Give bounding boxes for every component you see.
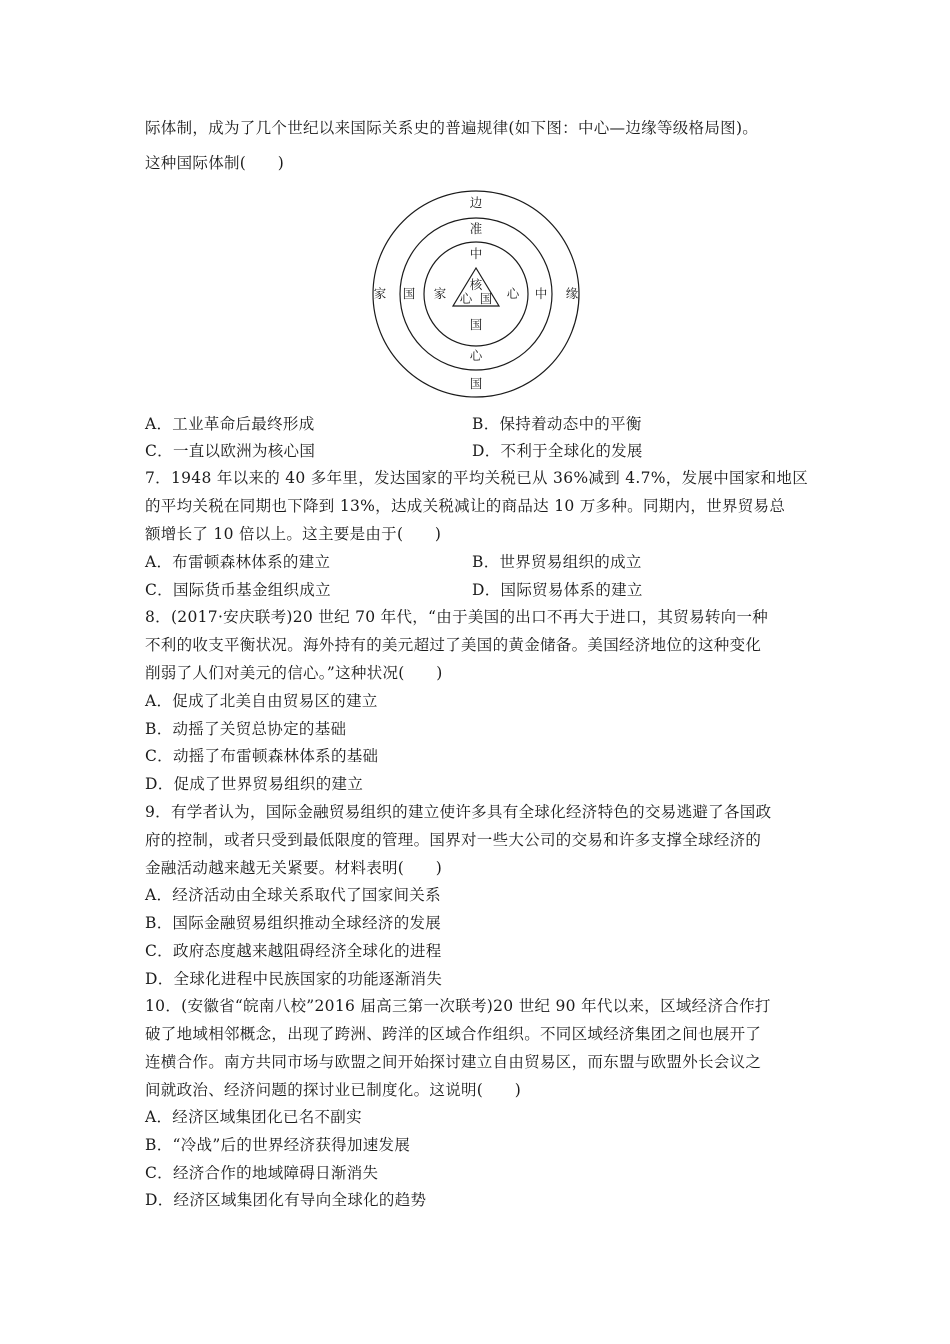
question-stem: 这种国际体制( ) — [145, 154, 285, 172]
center-periphery-diagram — [364, 188, 588, 400]
label-middle-top: 准 — [469, 221, 483, 236]
label-middle-right: 中 — [534, 286, 548, 301]
label-core-2: 心 — [459, 291, 473, 306]
label-core-3: 国 — [479, 291, 493, 306]
label-inner-top: 中 — [469, 246, 483, 261]
label-outer-right: 缘 — [565, 286, 579, 301]
concentric-circles-figure — [364, 188, 588, 400]
q6-option-d: D．不利于全球化的发展 — [472, 442, 643, 460]
label-outer-left: 家 — [373, 286, 387, 301]
label-outer-top: 边 — [469, 195, 483, 210]
q9-option-d: D．全球化进程中民族国家的功能逐渐消失 — [145, 970, 443, 988]
q8-option-a: A．促成了北美自由贸易区的建立 — [145, 692, 378, 710]
q6-option-c: C．一直以欧洲为核心国 — [145, 442, 316, 460]
label-inner-bottom: 国 — [469, 317, 483, 332]
label-core-1: 核 — [469, 277, 483, 292]
q6-option-b: B．保持着动态中的平衡 — [472, 415, 642, 433]
q10-option-a: A．经济区域集团化已名不副实 — [145, 1108, 362, 1126]
q9-option-a: A．经济活动由全球关系取代了国家间关系 — [145, 886, 441, 904]
q7-line-2: 的平均关税在同期也下降到 13%，达成关税减让的商品达 10 万多种。同期内，世界贸易总 — [145, 497, 786, 515]
label-outer-bottom: 国 — [469, 376, 483, 391]
q10-option-d: D．经济区域集团化有导向全球化的趋势 — [145, 1191, 427, 1209]
q8-line-2: 不利的收支平衡状况。海外持有的美元超过了美国的黄金储备。美国经济地位的这种变化 — [145, 636, 762, 654]
q7-option-b: B．世界贸易组织的成立 — [472, 553, 642, 571]
intro-line-1: 际体制，成为了几个世纪以来国际关系史的普遍规律(如下图：中心—边缘等级格局图)。 — [145, 119, 759, 137]
q9-line-3: 金融活动越来越无关紧要。材料表明( ) — [145, 859, 443, 877]
q7-line-1: 7．1948 年以来的 40 多年里，发达国家的平均关税已从 36%减到 4.7%，发展中国家和地区 — [145, 469, 808, 487]
q7-option-a: A．布雷顿森林体系的建立 — [145, 553, 331, 571]
q10-option-c: C．经济合作的地域障碍日渐消失 — [145, 1164, 379, 1182]
label-middle-bottom: 心 — [469, 348, 483, 363]
q8-line-3: 削弱了人们对美元的信心。”这种状况( ) — [145, 664, 443, 682]
q8-option-c: C．动摇了布雷顿森林体系的基础 — [145, 747, 379, 765]
q7-option-d: D．国际贸易体系的建立 — [472, 581, 643, 599]
q8-line-1: 8．(2017·安庆联考)20 世纪 70 年代，“由于美国的出口不再大于进口，其贸易转向一种 — [145, 608, 769, 626]
q9-option-b: B．国际金融贸易组织推动全球经济的发展 — [145, 914, 442, 932]
q10-line-2: 破了地域相邻概念，出现了跨洲、跨洋的区域合作组织。不同区域经济集团之间也展开了 — [145, 1025, 762, 1043]
label-inner-right: 心 — [506, 286, 520, 301]
q10-line-3: 连横合作。南方共同市场与欧盟之间开始探讨建立自由贸易区，而东盟与欧盟外长会议之 — [145, 1053, 762, 1071]
q8-option-b: B．动摇了关贸总协定的基础 — [145, 720, 347, 738]
q8-option-d: D．促成了世界贸易组织的建立 — [145, 775, 364, 793]
label-inner-left: 家 — [433, 286, 447, 301]
q9-line-2: 府的控制，或者只受到最低限度的管理。国界对一些大公司的交易和许多支撑全球经济的 — [145, 831, 762, 849]
q9-line-1: 9．有学者认为，国际金融贸易组织的建立使许多具有全球化经济特色的交易逃避了各国政 — [145, 803, 772, 821]
q10-line-1: 10．(安徽省“皖南八校”2016 届高三第一次联考)20 世纪 90 年代以来，区域经济合作打 — [145, 997, 771, 1015]
q10-option-b: B．“冷战”后的世界经济获得加速发展 — [145, 1136, 411, 1154]
q9-option-c: C．政府态度越来越阻碍经济全球化的进程 — [145, 942, 442, 960]
q7-line-3: 额增长了 10 倍以上。这主要是由于( ) — [145, 525, 442, 543]
q10-line-4: 间就政治、经济问题的探讨业已制度化。这说明( ) — [145, 1081, 522, 1099]
label-middle-left: 国 — [402, 286, 416, 301]
q7-option-c: C．国际货币基金组织成立 — [145, 581, 331, 599]
q6-option-a: A．工业革命后最终形成 — [145, 415, 315, 433]
